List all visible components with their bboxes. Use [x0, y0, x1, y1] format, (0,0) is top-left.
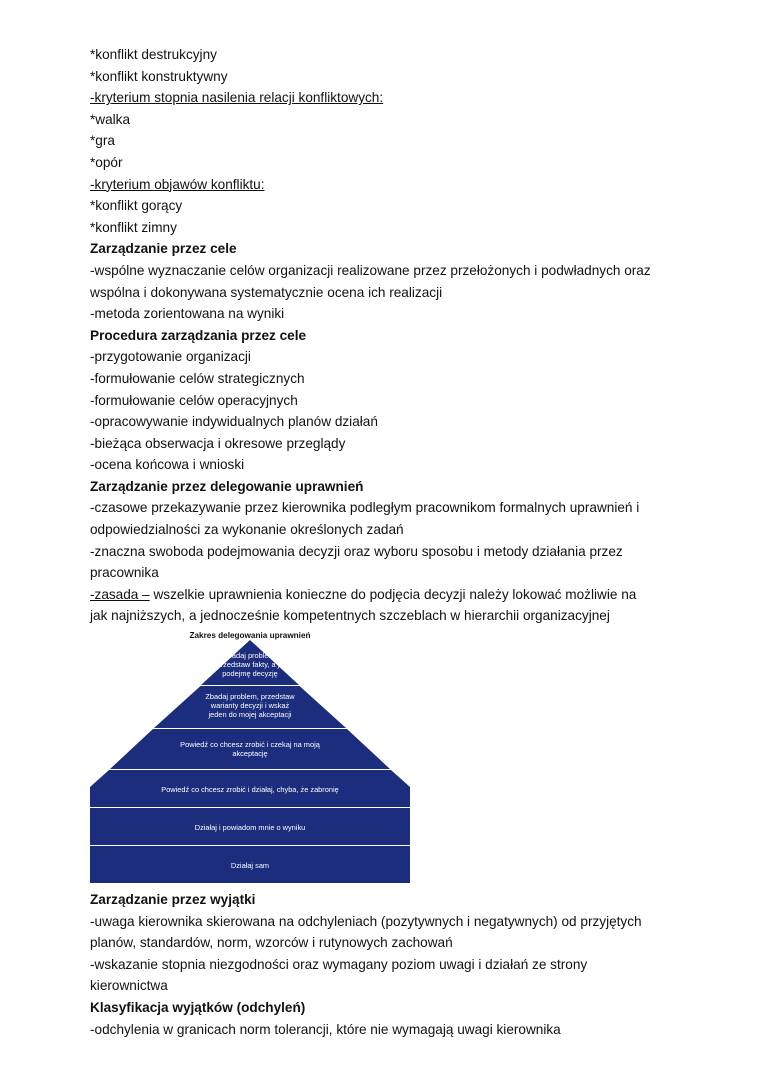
text-line: wspólna i dokonywana systematycznie ocena ich realizacji: [90, 284, 443, 300]
level-text: Powiedź co chcesz zrobić i czekaj na moją: [180, 740, 320, 750]
list-item: *konflikt gorący: [90, 198, 183, 214]
criterion-heading: -kryterium stopnia nasilenia relacji konfliktowych:: [90, 90, 384, 106]
text-line: *konflikt konstruktywny: [90, 68, 228, 84]
text-line: *konflikt destrukcyjny: [90, 47, 217, 62]
text-line: -znaczna swoboda podejmowania decyzji oraz wyboru sposobu i metody działania przez: [90, 543, 623, 559]
text-line: planów, standardów, norm, wzorców i rutynowych zachowań: [90, 935, 453, 951]
level-6-label: [90, 861, 410, 870]
level-2-label: [170, 692, 330, 719]
text-line: kierownictwa: [90, 978, 168, 994]
text-line: -uwaga kierownika skierowana na odchyleniach (pozytywnych i negatywnych) od przyjętych: [90, 913, 642, 929]
zasada-text: wszelkie uprawnienia konieczne do podjęcia decyzji należy lokować możliwie na: [149, 586, 637, 602]
list-item: -formułowanie celów strategicznych: [90, 370, 305, 386]
text-line: -czasowe przekazywanie przez kierownika podległym pracownikom formalnych uprawnień i: [90, 500, 640, 516]
section-heading: Procedura zarządzania przez cele: [90, 327, 307, 343]
list-item: *opór: [90, 154, 123, 170]
list-item: *walka: [90, 111, 131, 127]
level-text: Zbadaj problem, przedstaw: [205, 692, 295, 702]
section-heading: Klasyfikacja wyjątków (odchyleń): [90, 1000, 306, 1015]
text-line: -wspólne wyznaczanie celów organizacji realizowane przez przełożonych i podwładnych oraz: [90, 262, 651, 278]
level-text: akceptację: [232, 749, 268, 759]
text-line: odpowiedzialności za wykonanie określonych zadań: [90, 522, 404, 538]
text-line: -odchylenia w granicach norm tolerancji, które nie wymagają uwagi kierownika: [90, 1021, 561, 1037]
level-text: Działaj i powiadom mnie o wyniku: [194, 823, 306, 833]
list-item: -bieżąca obserwacja i okresowe przeglądy: [90, 435, 346, 451]
list-item: -ocena końcowa i wnioski: [90, 457, 245, 473]
section-heading: Zarządzanie przez delegowanie uprawnień: [90, 478, 364, 494]
text-line: jak najniższych, a jednocześnie kompetentnych szczeblach w hierarchii organizacyjnej: [90, 608, 610, 624]
level-4-label: [90, 785, 410, 794]
level-text: Powiedź co chcesz zrobić i działaj, chyba, że zabronię: [161, 785, 339, 795]
list-item: -opracowywanie indywidualnych planów działań: [90, 414, 378, 430]
text-line: pracownika: [90, 565, 159, 581]
level-text: przedstaw fakty, a ja: [216, 660, 284, 670]
list-item: *gra: [90, 133, 115, 149]
text-line: -metoda zorientowana na wyniki: [90, 306, 285, 322]
list-item: -formułowanie celów operacyjnych: [90, 392, 298, 408]
list-item: -przygotowanie organizacji: [90, 349, 251, 365]
list-item: *konflikt zimny: [90, 219, 177, 235]
document-page: [90, 44, 690, 1040]
level-1-label: [195, 651, 305, 678]
text-line: -wskazanie stopnia niezgodności oraz wymagany poziom uwagi i działań ze strony: [90, 956, 588, 972]
zasada-label: -zasada –: [90, 586, 150, 602]
level-5-label: [90, 823, 410, 832]
level-3-label: [130, 740, 370, 758]
section-heading: Zarządzanie przez wyjątki: [90, 892, 256, 908]
zasada-line: [90, 584, 690, 606]
section-heading: Zarządzanie przez cele: [90, 241, 237, 257]
level-text: podejmę decyzję: [222, 669, 278, 679]
level-text: jeden do mojej akceptacji: [208, 710, 292, 720]
level-text: warianty decyzji i wskaż: [210, 701, 290, 711]
level-text: Zbadaj problem,: [223, 651, 277, 661]
delegation-pyramid-figure: [90, 630, 410, 883]
level-text: Działaj sam: [230, 861, 270, 871]
criterion-heading: -kryterium objawów konfliktu:: [90, 176, 265, 192]
figure-title: Zakres delegowania uprawnień: [189, 631, 311, 641]
